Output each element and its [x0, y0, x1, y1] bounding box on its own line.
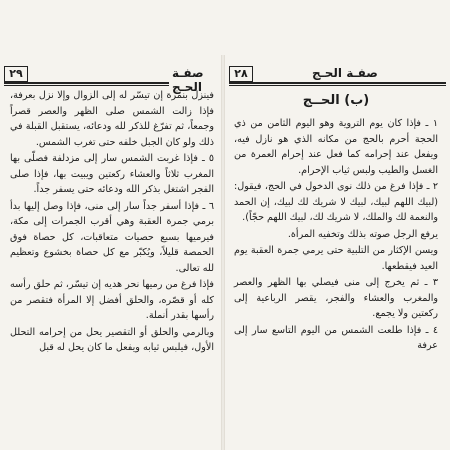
- paragraph: ٥ ـ فإذا غربت الشمس سار إلى مزدلفة فصلّى بها المغرب ثلاثاً والعشاء ركعتين ويبيت بها، فإذا صلى الفجر اشتغل بذكر الله ودعائه حتى يسفر جداً.: [10, 153, 214, 195]
- paragraph: فينزل بنمرة إن تيسّر له إلى الزوال وإلا نزل بعرفة، فإذا زالت الشمس صلى الظهر والعصر قصراً وجمعاً، ثم تفرّغ للذكر لله ودعائه، يستقبل القبلة في ذلك ولو كان الجبل خلفه حتى تغرب الشمس.: [10, 90, 214, 148]
- right-page: [228, 62, 444, 450]
- right-page-text: [234, 88, 438, 355]
- paragraph: ٢ ـ فإذا فرغ من ذلك نوى الدخول في الحج، فيقول: (لبيك اللهم لبيك، لبيك لا شريك لك لبيك، إن الحمد والنعمة لك والملك، لا شريك لك، لبيك اللهم حجّاً).: [234, 181, 438, 223]
- left-page: [4, 62, 220, 450]
- paragraph: ٦ ـ فإذا أسفر جداً سار إلى منى، فإذا وصل إليها بدأ برمي جمرة العقبة وهي أقرب الجمرات إلى مكة، فيرميها بسبع حصيات متعاقبات، كل حصاة فوق الحمصة قليلاً، ويُكبّر مع كل حصاة بخشوع وتعظيم لله تعالى.: [10, 200, 214, 274]
- left-page-number: ٢٩: [4, 66, 28, 82]
- paragraph: وبالرمي والحلق أو التقصير يحل من إحرامه التحلل الأول، فيلبس ثيابه ويفعل ما كان يحل له قبل: [10, 326, 214, 353]
- left-running-title: صفـة الحـج: [169, 66, 221, 94]
- book-gutter: [221, 55, 225, 450]
- right-page-number: ٢٨: [229, 66, 253, 82]
- right-running-title: صفـة الحـج: [309, 66, 381, 80]
- left-page-text: [10, 88, 214, 357]
- paragraph: ٣ ـ ثم يخرج إلى منى فيصلي بها الظهر والعصر والمغرب والعشاء والفجر، يقصر الرباعية إلى ركعتين ولا يجمع.: [234, 277, 438, 319]
- paragraph: ١ ـ فإذا كان يوم التروية وهو اليوم الثامن من ذي الحجة أحرم بالحج من مكانه الذي هو نازل فيه، ويفعل عند إحرامه كما فعل عند إحرام العمرة من الغسل والطيب ولبس ثياب الإحرام.: [234, 118, 438, 176]
- paragraph: فإذا فرغ من رميها نحر هديه إن تيسّر، ثم حلق رأسه كله أو قصّره، والحلق أفضل إلا المرأة فتقصر من رأسها بقدر أنملة.: [10, 279, 214, 321]
- paragraph: ٤ ـ فإذا طلعت الشمس من اليوم التاسع سار إلى عرفة: [234, 324, 438, 351]
- paragraph: يرفع الرجل صوته بذلك وتخفيه المرأة.: [287, 228, 438, 240]
- section-title: (ب) الحــج: [302, 93, 370, 108]
- paragraph: ويسن الإكثار من التلبية حتى يرمي جمرة العقبة يوم العيد فيقطعها.: [234, 245, 438, 272]
